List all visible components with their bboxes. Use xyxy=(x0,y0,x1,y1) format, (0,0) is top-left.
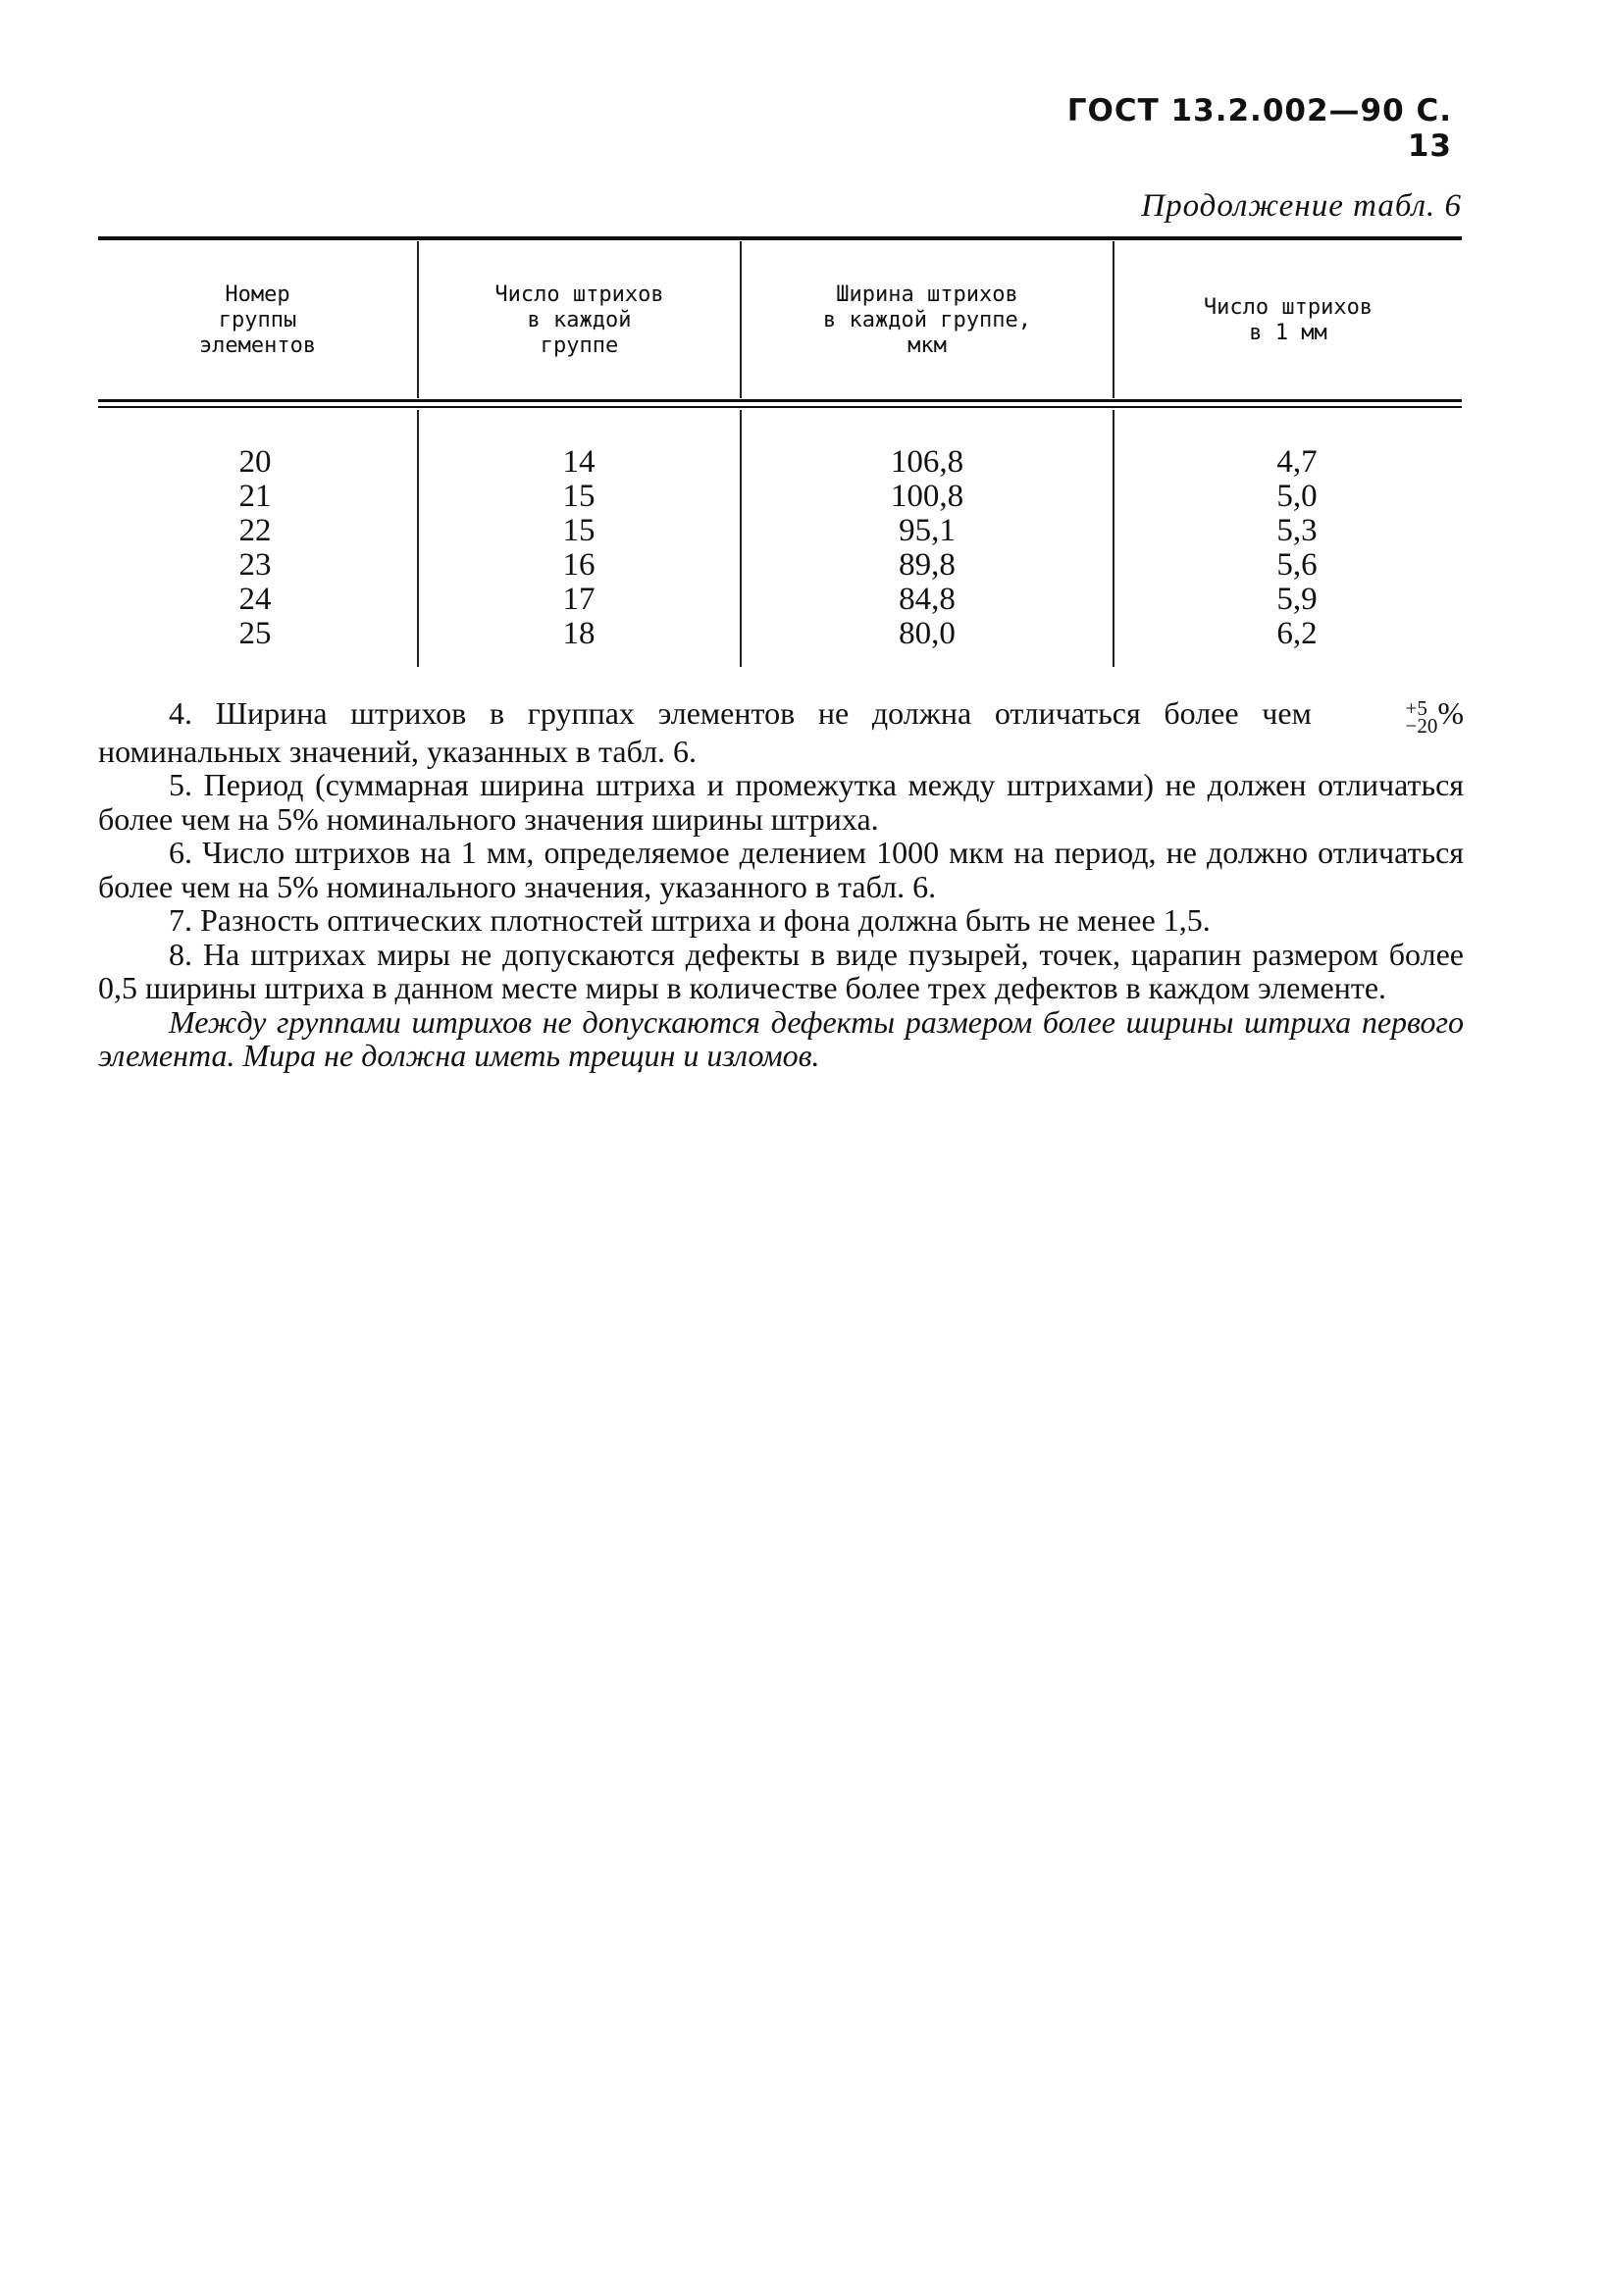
paragraph-7: 7. Разность оптических плотностей штриха и фона должна быть не менее 1,5. xyxy=(169,902,1211,939)
paragraph-5: 5. Период (суммарная ширина штриха и промежутка между штрихами) не должен отличаться более чем на 5% номинального значения ширины штриха. xyxy=(98,767,1464,837)
paragraph-9: Между группами штрихов не допускаются дефекты размером более ширины штриха первого элемента. Мира не должна иметь трещин и изломов. xyxy=(98,1003,1464,1074)
column-stroke-width xyxy=(829,445,1025,651)
table-cell: 100,8 xyxy=(890,479,964,514)
page-header: ГОСТ 13.2.002—90 С. 13 xyxy=(1066,93,1452,164)
table-cell: 5,6 xyxy=(1276,547,1318,583)
column-group-numbers xyxy=(157,445,353,651)
table-cell: 106,8 xyxy=(890,444,964,480)
column-divider xyxy=(417,410,419,667)
table-cell: 25 xyxy=(238,616,272,651)
header-cell-per-mm: Число штрихов в 1 мм xyxy=(1203,295,1374,345)
body-text xyxy=(98,696,1464,1073)
table-top-rule xyxy=(98,236,1462,240)
table-cell: 20 xyxy=(238,444,272,480)
table-cell: 80,0 xyxy=(899,616,956,651)
table-cell: 84,8 xyxy=(899,582,956,617)
table-cell: 5,3 xyxy=(1276,513,1318,548)
paragraph-6: 6. Число штрихов на 1 мм, определяемое делением 1000 мкм на период, не должно отличаться более чем на 5% номинального значения, указанного в табл. 6. xyxy=(98,835,1464,904)
header-cell-count: Число штрихов в каждой группе xyxy=(494,282,664,358)
paragraph-8: 8. На штрихах миры не допускаются дефекты в виде пузырей, точек, царапин размером более 0,5 ширины штриха в данном месте миры в количестве более трех дефектов в каждом элементе. xyxy=(98,936,1464,1006)
table-cell: 4,7 xyxy=(1276,444,1318,480)
paragraph-4: 4. Ширина штрихов в группах элементов не должна отличаться более чем +5 −20 % номинальных значений, указанных в табл. 6. xyxy=(98,695,1464,769)
column-divider xyxy=(1113,410,1115,667)
column-divider xyxy=(740,410,742,667)
table-cell: 5,9 xyxy=(1276,582,1318,617)
table-cell: 22 xyxy=(238,513,272,548)
table-cell: 14 xyxy=(562,444,596,480)
table-cell: 23 xyxy=(238,547,272,583)
table-header-rule xyxy=(98,399,1462,402)
table-cell: 24 xyxy=(238,582,272,617)
table-caption: Продолжение табл. 6 xyxy=(1141,188,1462,224)
table-header-rule-2 xyxy=(98,406,1462,408)
table-cell: 15 xyxy=(562,513,596,548)
column-stroke-count xyxy=(481,445,677,651)
table-cell: 5,0 xyxy=(1276,479,1318,514)
table-cell: 21 xyxy=(238,479,272,514)
header-cell-group: Номер группы элементов xyxy=(198,282,317,358)
table-cell: 17 xyxy=(562,582,596,617)
table-cell: 95,1 xyxy=(899,513,956,548)
table-cell: 6,2 xyxy=(1276,616,1318,651)
table-cell: 18 xyxy=(562,616,596,651)
tolerance: +5 −20 xyxy=(1405,695,1438,738)
table-cell: 16 xyxy=(562,547,596,583)
table-cell: 89,8 xyxy=(899,547,956,583)
column-strokes-per-mm xyxy=(1199,445,1395,651)
header-cell-width: Ширина штрихов в каждой группе, мкм xyxy=(823,282,1031,358)
table-cell: 15 xyxy=(562,479,596,514)
